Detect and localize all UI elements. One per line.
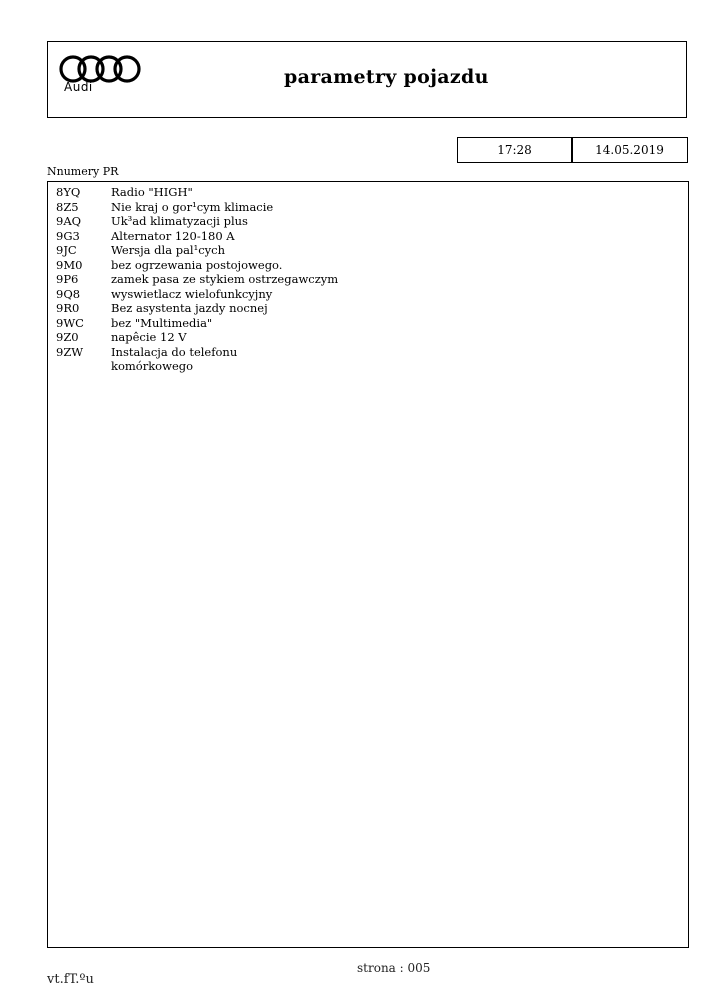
pr-description: napêcie 12 V: [111, 330, 187, 344]
pr-code: 9JC: [56, 243, 77, 257]
pr-description: Nie kraj o gor¹cym klimacie: [111, 199, 274, 214]
pr-description: bez ogrzewania postojowego.: [111, 257, 283, 272]
print-time: 17:28: [497, 143, 532, 157]
handwritten-mark: vt.fT.ºu: [47, 972, 94, 987]
pr-description: Uk³ad klimatyzacji plus: [111, 214, 248, 228]
pr-description: zamek pasa ze stykiem ostrzegawczym: [111, 272, 339, 286]
pr-code: 9G3: [56, 228, 80, 243]
pr-code: 9WC: [56, 315, 84, 330]
pr-description: bez "Multimedia": [111, 315, 213, 330]
page-title: parametry pojazdu: [284, 66, 489, 88]
pr-code: 8YQ: [56, 185, 81, 199]
pr-description: Radio "HIGH": [111, 185, 193, 199]
pr-code: 9AQ: [56, 214, 82, 228]
document-header: [47, 41, 687, 118]
pr-code: 9R0: [56, 301, 80, 315]
pr-description: wyswietlacz wielofunkcyjny: [111, 286, 273, 301]
pr-code: 8Z5: [56, 199, 79, 214]
pr-code: 9Z0: [56, 330, 79, 344]
section-label: Nnumery PR: [47, 165, 119, 178]
pr-description: Instalacja do telefonu: [111, 344, 238, 359]
pr-code: 9Q8: [56, 286, 81, 301]
brand-name: Audi: [64, 80, 93, 94]
pr-description: Wersja dla pal¹cych: [111, 243, 226, 257]
timestamp-box: [457, 137, 688, 163]
pr-code: 9ZW: [56, 344, 84, 359]
pr-code-list: [47, 181, 689, 948]
pr-code: 9P6: [56, 272, 79, 286]
pr-description: komórkowego: [111, 359, 194, 373]
pr-description: Alternator 120-180 A: [111, 228, 235, 243]
print-date: 14.05.2019: [595, 143, 664, 157]
pr-description: Bez asystenta jazdy nocnej: [111, 301, 268, 315]
pr-code: 9M0: [56, 257, 83, 272]
page-number: strona : 005: [357, 961, 431, 975]
